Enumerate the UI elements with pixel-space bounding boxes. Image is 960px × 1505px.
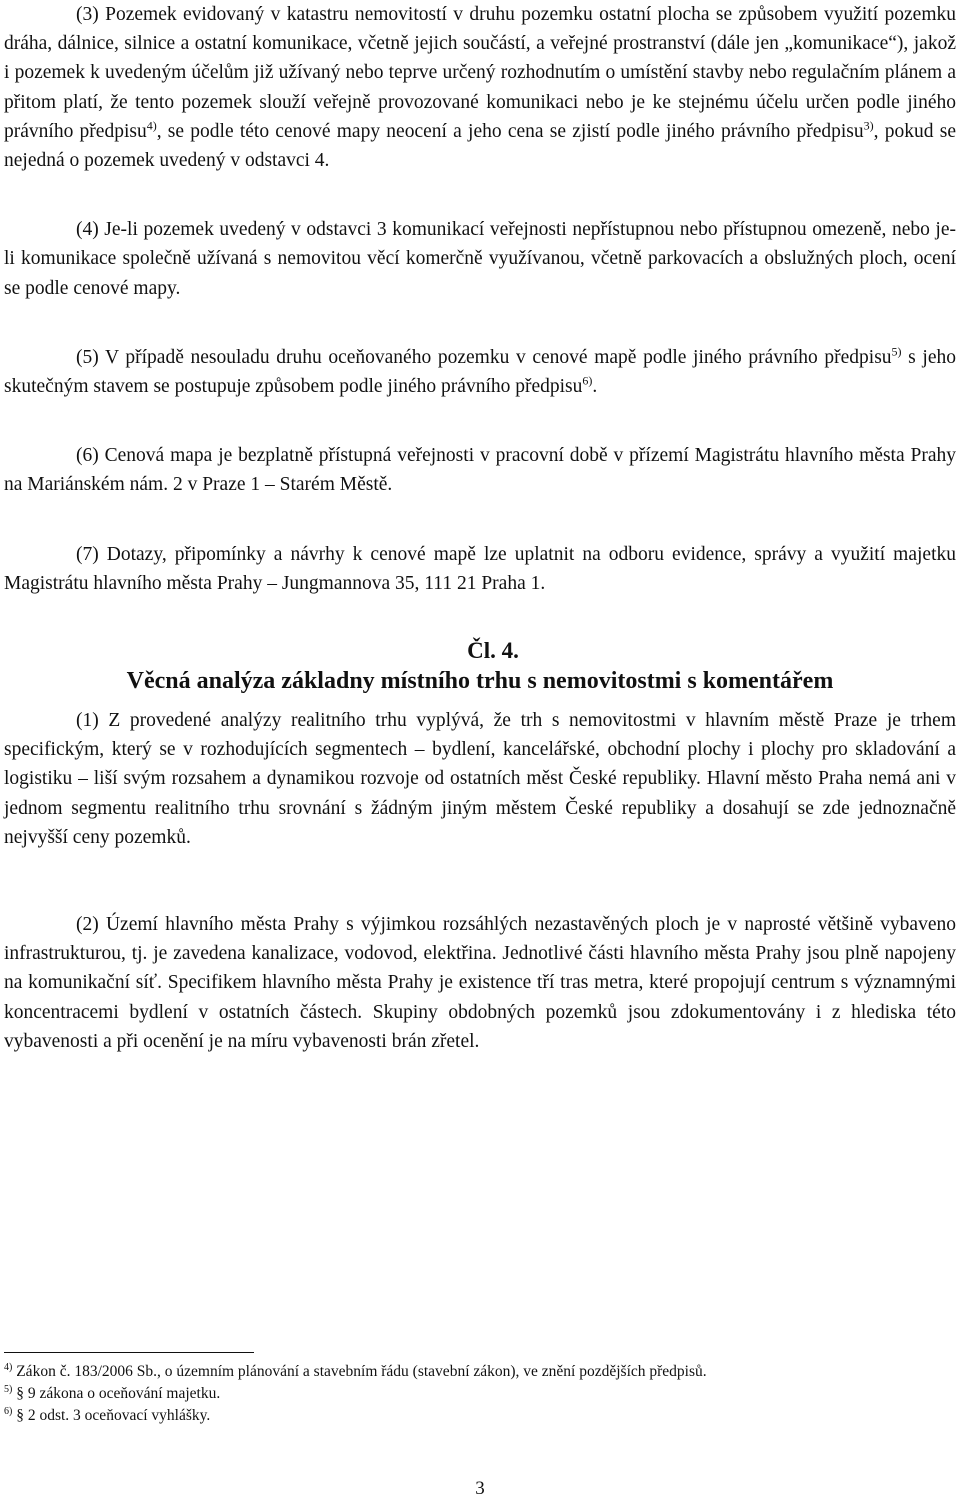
page-number: 3: [475, 1478, 485, 1499]
paragraph-3-text-c: , pokud se nejedná o pozemek uvedený v odstavci 4.: [4, 120, 956, 172]
footnote-text: § 9 zákona o oceňování majetku.: [12, 1385, 221, 1402]
article-paragraph-1: (1) Z provedené analýzy realitního trhu vyplývá, že trh s nemovitostmi v hlavním městě Praze je trhem specifickým, který se v rozhodujících segmentech – bydlení, kancelářské, obchodní plochy i plochy pro skladování a logistiku – liší svým rozsahem a dynamikou rozvoje od ostatních měst České republiky. Hlavní město Praha nemá ani v jednom segmentu realitního trhu srovnání s žádným jiným městem České republiky a dosahují se zde jednoznačně nejvyšší ceny pozemků.: [4, 710, 956, 848]
footnote-text: Zákon č. 183/2006 Sb., o územním plánování a stavebním řádu (stavební zákon), ve znění pozdějších předpisů.: [12, 1363, 707, 1380]
footnotes: [4, 1352, 956, 1427]
footnote-mark: 4): [4, 1361, 13, 1373]
document-page: [4, 0, 956, 1056]
paragraph-5-text-a: (5) V případě nesouladu druhu oceňovaného pozemku v cenové mapě podle jiného právního předpisu: [76, 346, 892, 368]
article-paragraph-2: (2) Území hlavního města Prahy s výjimkou rozsáhlých nezastavěných ploch je v naprosté většině vybaveno infrastrukturou, tj. je zavedena kanalizace, vodovod, elektřina. Jednotlivé části hlavního města Prahy jsou plně napojeny na komunikační síť. Specifikem hlavního města Prahy je existence tří tras metra, které propojují centrum s významnými koncentracemi bydlení v ostatních částech. Skupiny obdobných pozemků jsou zdokumentovány i z hlediska této vybavenosti a při ocenění je na míru vybavenosti brán zřetel.: [4, 914, 956, 1052]
paragraph-5-text-b: s jeho skutečným stavem se postupuje způsobem podle jiného právního předpisu: [4, 346, 956, 398]
paragraph-3-text-b: , se podle této cenové mapy neocení a jeho cena se zjistí podle jiného právního předpisu: [156, 120, 864, 142]
footnote-6: [4, 1405, 956, 1427]
footnote-5: [4, 1383, 956, 1405]
paragraph-5-text-c: .: [592, 376, 598, 398]
paragraph-3: [4, 0, 956, 175]
paragraph-4: (4) Je-li pozemek uvedený v odstavci 3 komunikací veřejnosti nepřístupnou nebo přístupnou omezeně, nebo je-li komunikace společně užívaná s nemovitou věcí komerčně využívanou, včetně parkovacích a obslužných ploch, ocení se podle cenové mapy.: [4, 219, 956, 299]
paragraph-6: (6) Cenová mapa je bezplatně přístupná veřejnosti v pracovní době v přízemí Magistrátu hlavního města Prahy na Mariánském nám. 2 v Praze 1 – Starém Městě.: [4, 445, 956, 496]
footnote-separator: [4, 1352, 254, 1353]
footnote-ref-3[interactable]: 3): [863, 118, 874, 133]
footnote-4: [4, 1361, 956, 1383]
footnote-mark: 5): [4, 1383, 13, 1395]
footnote-ref-4[interactable]: 4): [146, 118, 157, 133]
article-number: Čl. 4.: [467, 638, 519, 664]
footnote-mark: 6): [4, 1405, 13, 1417]
footnote-ref-5[interactable]: 5): [891, 344, 902, 359]
footnote-ref-6[interactable]: 6): [582, 373, 593, 388]
paragraph-7: (7) Dotazy, připomínky a návrhy k cenové mapě lze uplatnit na odboru evidence, správy a využití majetku Magistrátu hlavního města Prahy – Jungmannova 35, 111 21 Praha 1.: [4, 543, 956, 594]
footnote-text: § 2 odst. 3 oceňovací vyhlášky.: [12, 1407, 211, 1424]
article-title: Věcná analýza základny místního trhu s nemovitostmi s komentářem: [126, 668, 834, 695]
paragraph-5: [4, 343, 956, 401]
paragraph-3-text-a: (3) Pozemek evidovaný v katastru nemovitostí v druhu pozemku ostatní plocha se způsobem využití pozemku dráha, dálnice, silnice a ostatní komunikace, včetně jejich součástí, a veřejné prostranství (dále jen „komunikace“), jakož i pozemek k uvedeným účelům již užívaný nebo teprve určený rozhodnutím o umístění stavby nebo regulačním plánem a přitom platí, že tento pozemek slouží veřejně provozované komunikaci nebo je ke stejnému účelu určen podle jiného právního předpisu: [4, 4, 956, 142]
